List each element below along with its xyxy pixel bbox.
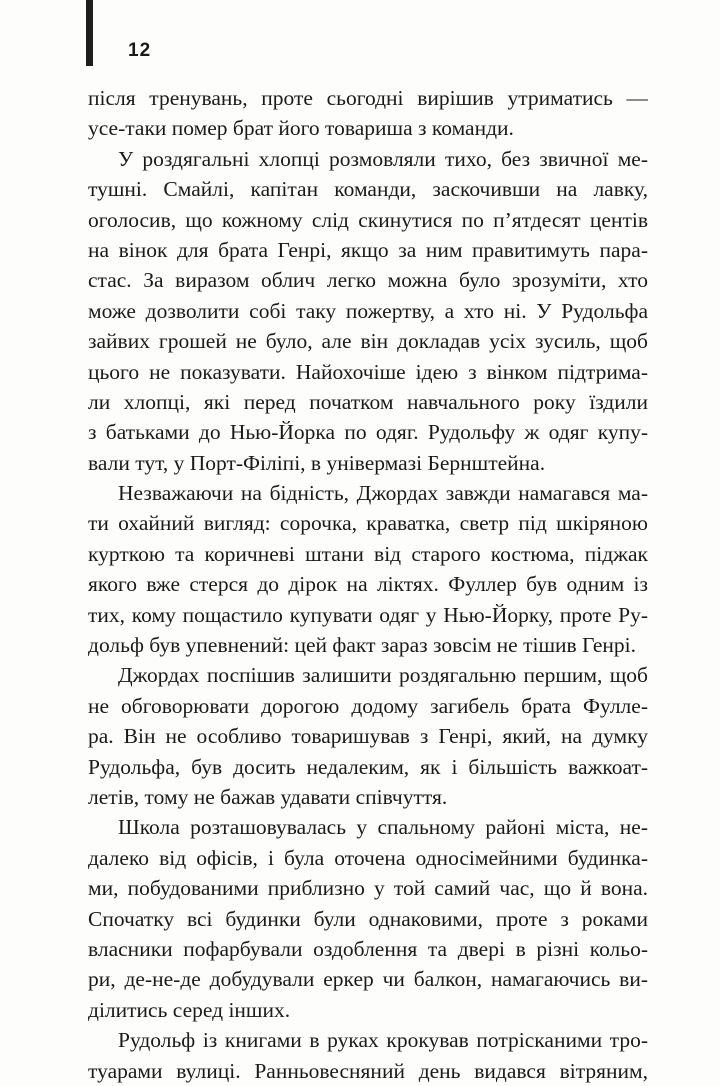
text-line: ра. Він не особливо товаришував з Генрі, який, на думку <box>88 724 648 749</box>
text-line: не обговорювати дорогою додому загибель брата Фулле- <box>88 693 648 718</box>
text-line: Незважаючи на бідність, Джордах завжди намагався ма- <box>118 481 648 506</box>
text-line: У роздягальні хлопці розмовляли тихо, без звичної ме- <box>118 146 648 171</box>
text-line: ли хлопці, які перед початком навчального року їздили <box>88 389 648 414</box>
text-line: летів, тому не бажав удавати співчуття. <box>88 784 448 809</box>
text-line: Рудольф із книгами в руках крокував потрісканими тро- <box>118 1028 648 1053</box>
text-line: ри, де-не-де добудували еркер чи балкон, намагаючись ви- <box>88 967 648 992</box>
text-line: з батьками до Нью-Йорка по одяг. Рудольфу ж одяг купу- <box>88 420 648 445</box>
text-line: Спочатку всі будинки були однаковими, проте з роками <box>88 906 648 931</box>
text-line: усе-таки помер брат його товариша з команди. <box>88 116 514 141</box>
text-line: цього не показувати. Найохочіше ідею з вінком підтрима- <box>88 359 648 384</box>
text-line: курткою та коричневі штани від старого костюма, піджак <box>88 541 648 566</box>
text-line: ми, побудованими приблизно у той самий час, що й вона. <box>88 876 648 901</box>
paragraph <box>88 1025 648 1086</box>
paragraph-continued <box>88 83 648 144</box>
text-line: вали тут, у Порт-Філіпі, в універмазі Бернштейна. <box>88 450 546 475</box>
text-line: тих, кому пощастило купувати одяг у Нью-Йорку, проте Ру- <box>88 602 648 627</box>
text-line: далеко від офісів, і була оточена односімейними будинка- <box>88 845 648 870</box>
text-line: туарами вулиці. Ранньовесняний день видався вітряним, <box>88 1058 648 1083</box>
body-text <box>88 83 648 1086</box>
page-number: 12 <box>128 40 152 61</box>
text-line: стас. За виразом облич легко можна було зрозуміти, хто <box>88 268 648 293</box>
text-line: якого вже стерся до дірок на ліктях. Фуллер був одним із <box>88 572 648 597</box>
text-line: може дозволити собі таку пожертву, а хто ні. У Рудольфа <box>88 298 648 323</box>
text-line: власники пофарбували оздоблення та двері в різні кольо- <box>88 936 648 961</box>
text-line: на вінок для брата Генрі, якщо за ним правитимуть пара- <box>88 237 648 262</box>
page-edge-bar <box>86 0 93 66</box>
text-line: ти охайний вигляд: сорочка, краватка, светр під шкіряною <box>88 511 648 536</box>
text-line: тушні. Смайлі, капітан команди, заскочивши на лавку, <box>88 177 648 202</box>
text-line: дольф був упевнений: цей факт зараз зовсім не тішив Генрі. <box>88 633 636 658</box>
text-line: оголосив, що кожному слід скинутися по п’ятдесят центів <box>88 207 648 232</box>
paragraph <box>88 812 648 1025</box>
text-line: зайвих грошей не було, але він докладав усіх зусиль, щоб <box>88 329 648 354</box>
text-line: Джордах поспішив залишити роздягальню першим, щоб <box>118 663 648 688</box>
paragraph <box>88 478 648 660</box>
text-line: Рудольфа, був досить недалеким, як і більшість важкоат- <box>88 754 648 779</box>
paragraph <box>88 144 648 478</box>
text-line: ділитись серед інших. <box>88 997 291 1022</box>
text-line: Школа розташовувалась у спальному районі міста, не- <box>118 815 648 840</box>
text-line: після тренувань, проте сьогодні вирішив утриматись — <box>88 86 648 110</box>
paragraph <box>88 660 648 812</box>
